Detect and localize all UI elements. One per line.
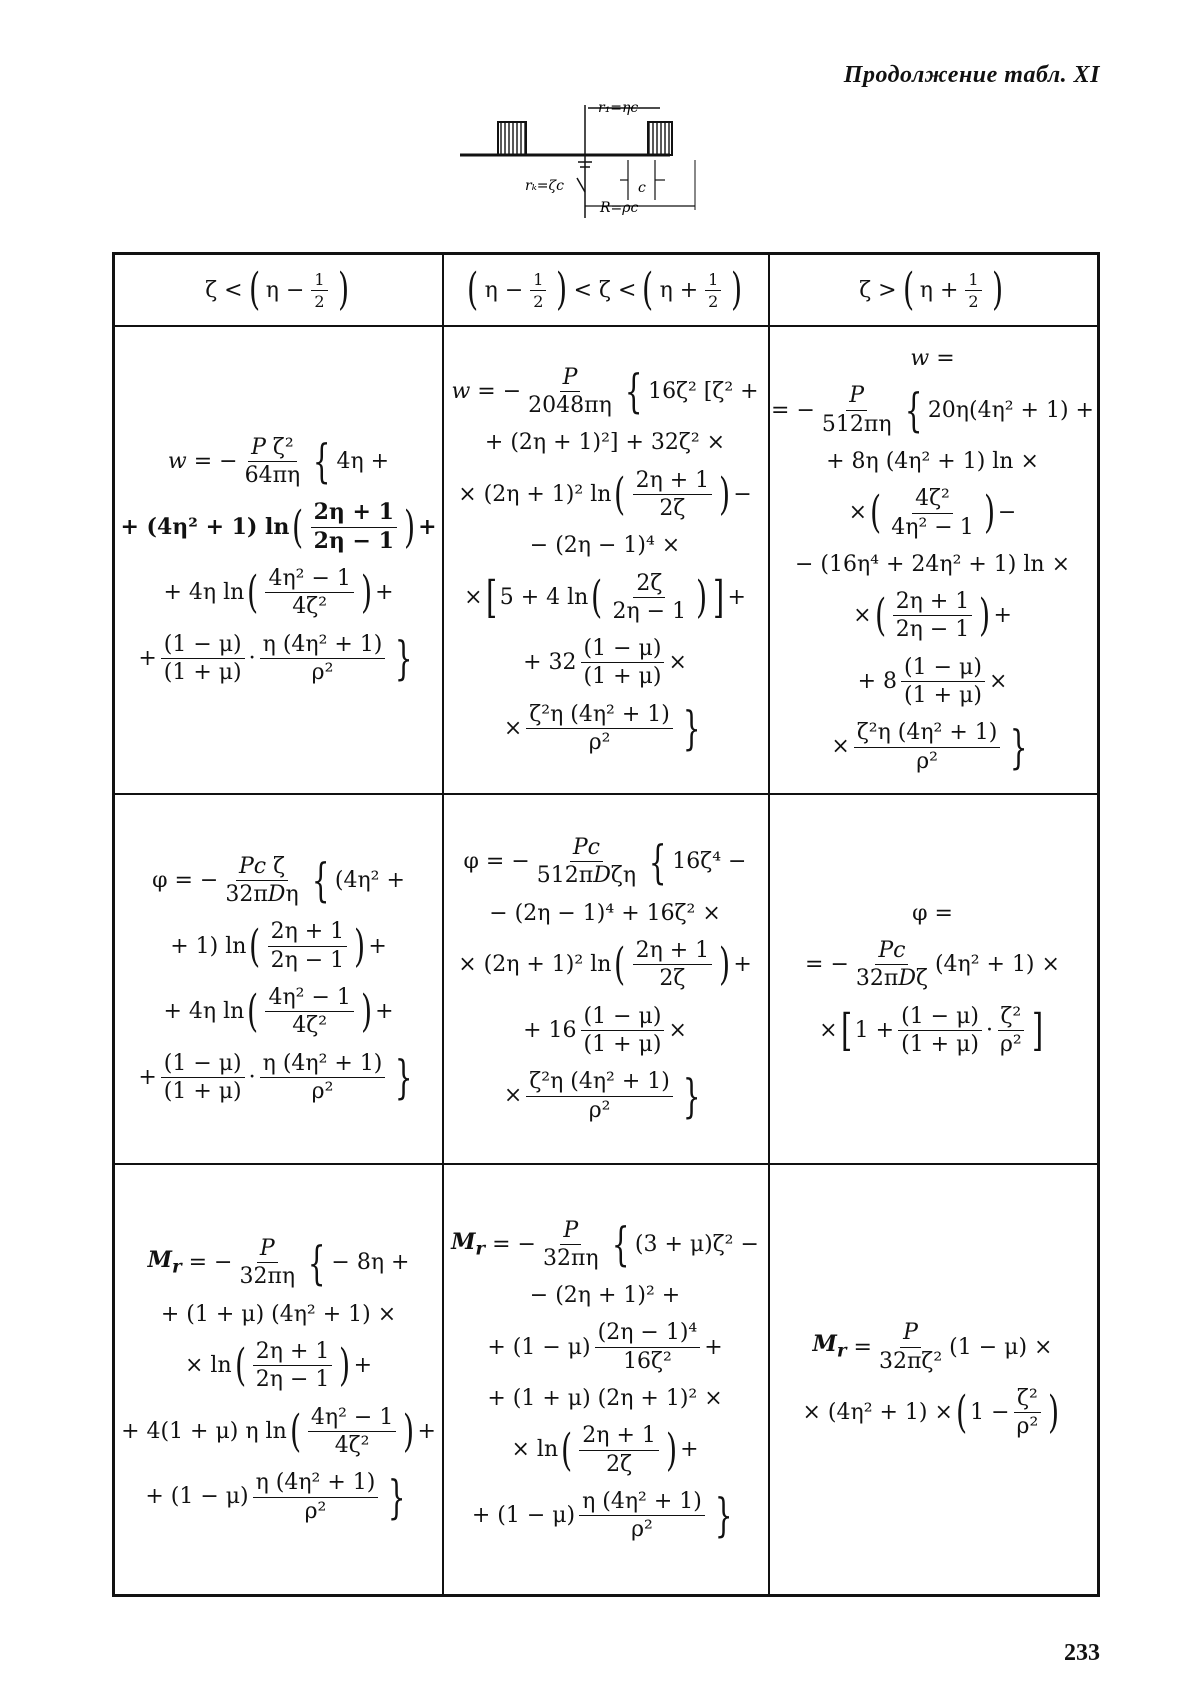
diagram-label-R: R=ρc — [600, 200, 639, 216]
formula-table — [112, 252, 1100, 1597]
column-header-3: ζ > ( η + $\frac{1}{2}$ ) — [859, 264, 1003, 316]
cell-phi-col3: φ = = − $\frac{Pc}{\text{32πDζ}}$ (4η² + 1) × × [ 1 + $\frac{(1 - \mu)}{(1 + \mu)}$ · $\frac{\text{ζ²}}{\text{ρ²}}$ ] — [805, 900, 1060, 1057]
column-header-2: ( η − $\frac{1}{2}$ ) < ζ < ( η + $\frac{1}{2}$ ) — [467, 264, 743, 316]
cell-mr-col3: $M_r$ = $\frac{P}{\text{32πζ²}}$ (1 − μ) × × (4η² + 1) × ( 1 − $\frac{\text{ζ²}}{\text{ρ²}}$ ) — [802, 1320, 1060, 1440]
cell-mr-col1: $M_r$ = − $\frac{P}{32\pi\eta}$ { − 8η + + (1 + μ) (4η² + 1) × × ln ( $\frac{2\eta + 1}{2\eta - 1}$ ) + + 4(1 + μ) η ln ( $\frac{\text{4η² − 1}}{\text{4ζ²}}$ ) + + (1 − μ) $\frac{\text{η (4η² + 1)}}{\text{ρ²}}$ } — [121, 1235, 436, 1524]
cell-mr-col2: $M_r$ = − $\frac{P}{32\pi\eta}$ { (3 + μ)ζ² − − (2η + 1)² + + (1 − μ) $\frac{\text{(2η − 1)⁴}}{\text{16ζ²}}$ + + (1 + μ) (2η + 1)² × × ln ( $\frac{2\eta + 1}{2\zeta}$ ) + + (1 − μ) $\frac{\text{η (4η² + 1)}}{\text{ρ²}}$ } — [451, 1216, 759, 1543]
table-continuation-caption: Продолжение табл. XI — [843, 62, 1100, 88]
column-header-1: ζ < ( η − $\frac{1}{2}$ ) — [205, 264, 349, 316]
cell-w-col2: w = − $\frac{P}{2048\pi\eta}$ { 16ζ² [ζ² + + (2η + 1)²] + 32ζ² × × (2η + 1)² ln ( $\frac{2\eta + 1}{2\zeta}$ ) − − (2η − 1)⁴ × × [ 5 + 4 ln ( $\frac{2\zeta}{2\eta - 1}$ ) ] + + 32 $\frac{(1 - \mu)}{(1 + \mu)}$ × × $\frac{\text{ζ²η (4η² + 1)}}{\text{ρ²}}$ } — [451, 364, 759, 756]
cell-phi-col2: φ = − $\frac{Pc}{\text{512πDζη}}$ { 16ζ⁴ − − (2η − 1)⁴ + 16ζ² × × (2η + 1)² ln ( $\frac{2\eta + 1}{2\zeta}$ ) + + 16 $\frac{(1 - \mu)}{(1 + \mu)}$ × × $\frac{\text{ζ²η (4η² + 1)}}{\text{ρ²}}$ } — [458, 834, 752, 1123]
diagram-label-r1: r₁=ηc — [598, 100, 639, 116]
diagram-label-rk: rₖ=ζc — [525, 178, 564, 194]
diagram-label-c: c — [638, 180, 646, 196]
cell-phi-col1: φ = − $\frac{\text{Pc ζ}}{\text{32πDη}}$ { (4η² + + 1) ln ( $\frac{2\eta + 1}{2\eta - 1}$ ) + + 4η ln ( $\frac{\text{4η² − 1}}{\text{4ζ²}}$ ) + + $\frac{(1 - \mu)}{(1 + \mu)}$ · $\frac{\text{η (4η² + 1)}}{\text{ρ²}}$ } — [138, 853, 413, 1104]
cell-w-col3: w = = − $\frac{P}{512\pi\eta}$ { 20η(4η² + 1) + + 8η (4η² + 1) ln × × ( $\frac{\text{4ζ²}}{\text{4η² − 1}}$ ) − − (16η⁴ + 24η² + 1) ln × × ( $\frac{2\eta + 1}{2\eta - 1}$ ) + + 8 $\frac{(1 - \mu)}{(1 + \mu)}$ × × $\frac{\text{ζ²η (4η² + 1)}}{\text{ρ²}}$ } — [771, 346, 1094, 774]
page-number: 233 — [1064, 1640, 1100, 1666]
cell-w-col1: w = − $\frac{\text{P ζ²}}{64\pi\eta}$ { 4η + + (4η² + 1) ln ( $\frac{2\eta + 1}{2\eta - 1}$ ) + + 4η ln ( $\frac{\text{4η² − 1}}{\text{4ζ²}}$ ) + + $\frac{(1 - \mu)}{(1 + \mu)}$ · $\frac{\text{η (4η² + 1)}}{\text{ρ²}}$ } — [120, 434, 437, 685]
plate-load-diagram — [460, 100, 730, 235]
